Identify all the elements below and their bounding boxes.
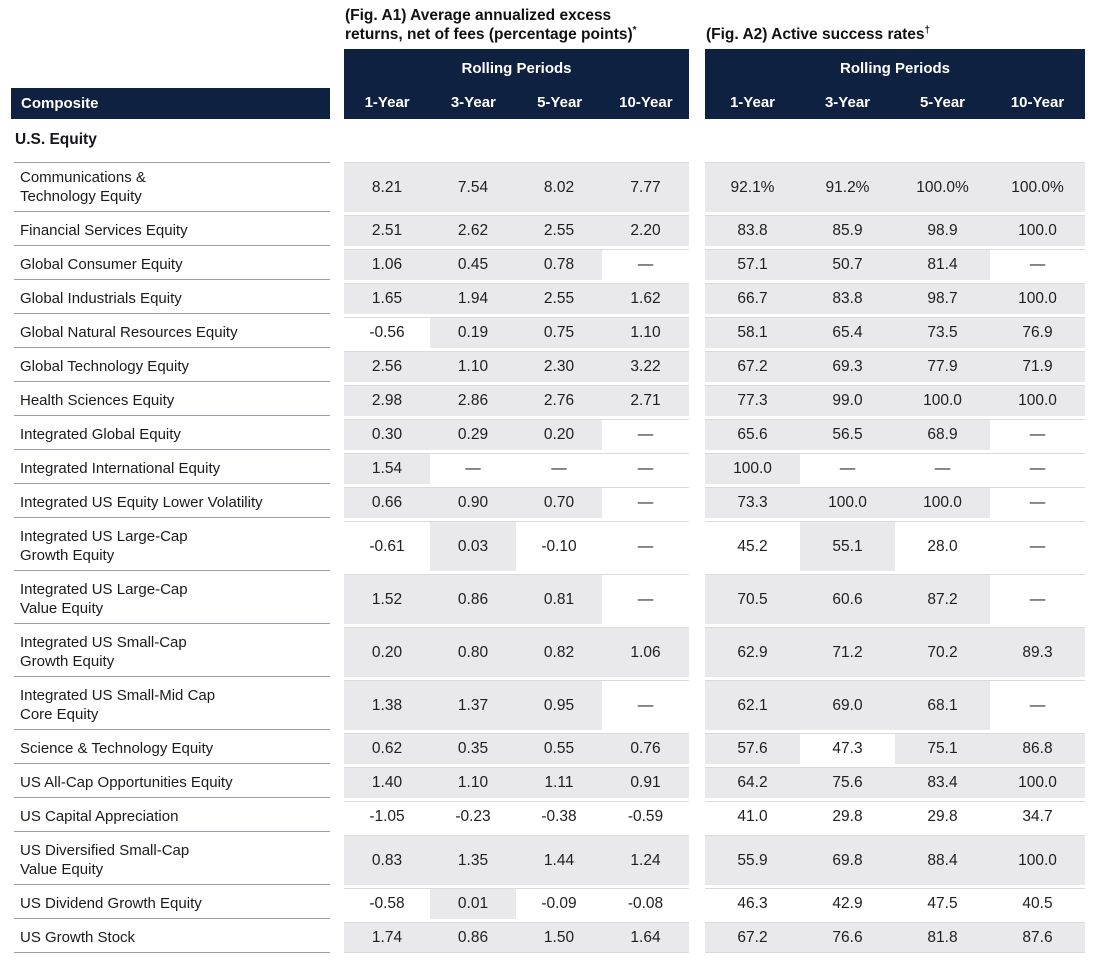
success-rate-cell: 100.0	[990, 283, 1085, 314]
success-rate-cell: 56.5	[800, 419, 895, 450]
success-rate-cell: 75.6	[800, 767, 895, 798]
success-rate-cell: —	[895, 453, 990, 484]
a1-col-header-10year: 10-Year	[619, 93, 673, 111]
success-rate-cell: 57.1	[705, 249, 800, 280]
excess-return-cell: 2.76	[516, 385, 602, 416]
success-rate-cell: —	[800, 453, 895, 484]
excess-return-cell: 1.62	[602, 283, 689, 314]
excess-return-cell: -0.38	[516, 801, 602, 832]
success-rate-cell: 70.2	[895, 627, 990, 677]
excess-return-cell: 1.40	[344, 767, 430, 798]
success-rate-cell: 57.6	[705, 733, 800, 764]
success-rate-cell: 29.8	[800, 801, 895, 832]
success-rate-cell: 83.8	[705, 215, 800, 246]
dagger-footnote-marker: †	[924, 24, 931, 36]
excess-return-cell: 0.20	[344, 627, 430, 677]
success-rate-cell: 50.7	[800, 249, 895, 280]
success-rate-cell: —	[990, 453, 1085, 484]
excess-return-cell: 0.70	[516, 487, 602, 518]
excess-return-cell: 0.82	[516, 627, 602, 677]
success-rate-cell: 81.8	[895, 922, 990, 953]
excess-return-cell: 0.20	[516, 419, 602, 450]
success-rate-cell: 69.3	[800, 351, 895, 382]
success-rate-cell: 55.1	[800, 521, 895, 571]
composite-column-header: Composite	[11, 88, 330, 119]
a1-rolling-periods-label: Rolling Periods	[461, 59, 572, 77]
row-label: Science & Technology Equity	[14, 733, 330, 764]
a2-column-headers	[705, 87, 1085, 117]
excess-return-cell: 2.71	[602, 385, 689, 416]
fig-a1-title-line2: returns, net of fees (percentage points)	[345, 26, 633, 43]
excess-return-cell: 0.95	[516, 680, 602, 730]
success-rate-cell: 83.8	[800, 283, 895, 314]
success-rate-cell: —	[990, 487, 1085, 518]
excess-return-cell: 0.30	[344, 419, 430, 450]
success-rate-cell: 98.9	[895, 215, 990, 246]
success-rate-cell: —	[990, 419, 1085, 450]
excess-return-cell: 1.24	[602, 835, 689, 885]
success-rate-cell: 98.7	[895, 283, 990, 314]
row-label: Communications & Technology Equity	[14, 162, 330, 212]
success-rate-cell: 81.4	[895, 249, 990, 280]
success-rate-cell: 70.5	[705, 574, 800, 624]
success-rate-cell: 87.2	[895, 574, 990, 624]
excess-return-cell: 1.06	[602, 627, 689, 677]
excess-return-cell: 2.98	[344, 385, 430, 416]
success-rate-cell: 92.1%	[705, 162, 800, 212]
excess-return-cell: 0.91	[602, 767, 689, 798]
success-rate-cell: —	[990, 249, 1085, 280]
success-rate-cell: 73.3	[705, 487, 800, 518]
row-label: Integrated US Large-Cap Growth Equity	[14, 521, 330, 571]
excess-return-cell: —	[602, 453, 689, 484]
excess-return-cell: 1.52	[344, 574, 430, 624]
a1-col-header-5year: 5-Year	[537, 93, 583, 111]
excess-return-cell: 8.02	[516, 162, 602, 212]
success-rate-cell: 100.0	[705, 453, 800, 484]
success-rate-cell: 40.5	[990, 888, 1085, 919]
excess-return-cell: -0.23	[430, 801, 516, 832]
excess-return-cell: —	[602, 249, 689, 280]
excess-return-cell: 2.56	[344, 351, 430, 382]
success-rate-cell: 29.8	[895, 801, 990, 832]
excess-return-cell: —	[602, 419, 689, 450]
success-rate-cell: 62.9	[705, 627, 800, 677]
excess-return-cell: 0.55	[516, 733, 602, 764]
success-rate-cell: 83.4	[895, 767, 990, 798]
success-rate-cell: 100.0	[800, 487, 895, 518]
success-rate-cell: 99.0	[800, 385, 895, 416]
excess-return-cell: 1.35	[430, 835, 516, 885]
a2-col-header-1year: 1-Year	[729, 93, 776, 111]
excess-return-cell: 0.86	[430, 574, 516, 624]
excess-return-cell: 0.90	[430, 487, 516, 518]
excess-return-cell: 0.03	[430, 521, 516, 571]
excess-return-cell: 0.75	[516, 317, 602, 348]
success-rate-cell: 69.0	[800, 680, 895, 730]
success-rate-cell: 66.7	[705, 283, 800, 314]
row-label: Global Natural Resources Equity	[14, 317, 330, 348]
success-rate-cell: 100.0	[990, 767, 1085, 798]
success-rate-cell: 67.2	[705, 351, 800, 382]
success-rate-cell: 89.3	[990, 627, 1085, 677]
row-label: Integrated US Large-Cap Value Equity	[14, 574, 330, 624]
excess-return-cell: 0.01	[430, 888, 516, 919]
success-rate-cell: 47.3	[800, 733, 895, 764]
section-header-us-equity: U.S. Equity	[15, 131, 97, 148]
data-grid	[14, 162, 1085, 953]
excess-return-cell: 0.66	[344, 487, 430, 518]
success-rate-cell: 77.9	[895, 351, 990, 382]
success-rate-cell: 62.1	[705, 680, 800, 730]
row-label: Global Consumer Equity	[14, 249, 330, 280]
success-rate-cell: 69.8	[800, 835, 895, 885]
excess-return-cell: 1.94	[430, 283, 516, 314]
row-label: US All-Cap Opportunities Equity	[14, 767, 330, 798]
excess-return-cell: 2.55	[516, 215, 602, 246]
success-rate-cell: 64.2	[705, 767, 800, 798]
row-label: Integrated International Equity	[14, 453, 330, 484]
excess-return-cell: 7.54	[430, 162, 516, 212]
excess-return-cell: 1.38	[344, 680, 430, 730]
excess-return-cell: 1.06	[344, 249, 430, 280]
asterisk-footnote-marker: *	[632, 24, 637, 36]
excess-return-cell: 1.11	[516, 767, 602, 798]
success-rate-cell: 100.0	[990, 385, 1085, 416]
excess-return-cell: 0.86	[430, 922, 516, 953]
excess-return-cell: 0.78	[516, 249, 602, 280]
success-rate-cell: 65.6	[705, 419, 800, 450]
success-rate-cell: 86.8	[990, 733, 1085, 764]
excess-return-cell: 1.10	[430, 767, 516, 798]
excess-return-cell: 2.55	[516, 283, 602, 314]
success-rate-cell: 45.2	[705, 521, 800, 571]
excess-return-cell: 0.80	[430, 627, 516, 677]
success-rate-cell: 88.4	[895, 835, 990, 885]
success-rate-cell: 77.3	[705, 385, 800, 416]
a1-col-header-1year: 1-Year	[364, 93, 410, 111]
success-rate-cell: 85.9	[800, 215, 895, 246]
success-rate-cell: 71.2	[800, 627, 895, 677]
success-rate-cell: 34.7	[990, 801, 1085, 832]
row-label: Health Sciences Equity	[14, 385, 330, 416]
excess-return-cell: 1.54	[344, 453, 430, 484]
success-rate-cell: 47.5	[895, 888, 990, 919]
row-label: Integrated US Small-Mid Cap Core Equity	[14, 680, 330, 730]
excess-return-cell: —	[516, 453, 602, 484]
success-rate-cell: 42.9	[800, 888, 895, 919]
success-rate-cell: 41.0	[705, 801, 800, 832]
a1-col-header-3year: 3-Year	[450, 93, 496, 111]
row-label: US Diversified Small-Cap Value Equity	[14, 835, 330, 885]
excess-return-cell: 3.22	[602, 351, 689, 382]
success-rate-cell: 65.4	[800, 317, 895, 348]
success-rate-cell: 28.0	[895, 521, 990, 571]
row-label: Global Technology Equity	[14, 351, 330, 382]
success-rate-cell: 100.0	[895, 487, 990, 518]
excess-return-cell: —	[430, 453, 516, 484]
row-label: Global Industrials Equity	[14, 283, 330, 314]
excess-return-cell: 0.29	[430, 419, 516, 450]
excess-return-cell: 2.51	[344, 215, 430, 246]
a2-rolling-periods-label: Rolling Periods	[839, 59, 950, 77]
row-label: US Dividend Growth Equity	[14, 888, 330, 919]
excess-return-cell: 2.62	[430, 215, 516, 246]
excess-return-cell: 1.65	[344, 283, 430, 314]
excess-return-cell: -0.59	[602, 801, 689, 832]
fig-a1-title	[345, 6, 715, 44]
success-rate-cell: 68.9	[895, 419, 990, 450]
excess-return-cell: -1.05	[344, 801, 430, 832]
excess-return-cell: 0.45	[430, 249, 516, 280]
a2-col-header-10year: 10-Year	[1010, 93, 1065, 111]
excess-return-cell: 0.81	[516, 574, 602, 624]
success-rate-cell: 87.6	[990, 922, 1085, 953]
success-rate-cell: 76.9	[990, 317, 1085, 348]
excess-return-cell: 0.35	[430, 733, 516, 764]
success-rate-cell: 67.2	[705, 922, 800, 953]
a1-header-band	[344, 49, 689, 119]
fig-a1-title-line1: (Fig. A1) Average annualized excess	[345, 7, 612, 24]
success-rate-cell: 100.0%	[990, 162, 1085, 212]
excess-return-cell: 0.19	[430, 317, 516, 348]
success-rate-cell: 46.3	[705, 888, 800, 919]
excess-return-cell: 1.10	[602, 317, 689, 348]
success-rate-cell: 68.1	[895, 680, 990, 730]
excess-return-cell: -0.61	[344, 521, 430, 571]
excess-return-cell: 0.83	[344, 835, 430, 885]
success-rate-cell: 73.5	[895, 317, 990, 348]
fig-a2-title-text: (Fig. A2) Active success rates	[706, 26, 925, 43]
success-rate-cell: 75.1	[895, 733, 990, 764]
excess-return-cell: 1.37	[430, 680, 516, 730]
excess-return-cell: 1.64	[602, 922, 689, 953]
row-label: Integrated US Equity Lower Volatility	[14, 487, 330, 518]
excess-return-cell: -0.56	[344, 317, 430, 348]
success-rate-cell: 100.0	[990, 215, 1085, 246]
a2-header-band	[705, 49, 1085, 119]
excess-return-cell: 7.77	[602, 162, 689, 212]
row-label: US Growth Stock	[14, 922, 330, 953]
row-label: Integrated Global Equity	[14, 419, 330, 450]
success-rate-cell: 55.9	[705, 835, 800, 885]
excess-return-cell: —	[602, 680, 689, 730]
excess-return-cell: -0.09	[516, 888, 602, 919]
excess-return-cell: 0.62	[344, 733, 430, 764]
excess-return-cell: 2.30	[516, 351, 602, 382]
success-rate-cell: —	[990, 521, 1085, 571]
excess-return-cell: 1.44	[516, 835, 602, 885]
a2-col-header-3year: 3-Year	[824, 93, 871, 111]
excess-return-cell: 8.21	[344, 162, 430, 212]
success-rate-cell: 100.0	[895, 385, 990, 416]
excess-return-cell: 1.50	[516, 922, 602, 953]
success-rate-cell: —	[990, 680, 1085, 730]
excess-return-cell: 1.74	[344, 922, 430, 953]
success-rate-cell: 91.2%	[800, 162, 895, 212]
fig-a2-title	[706, 25, 1086, 44]
excess-return-cell: 1.10	[430, 351, 516, 382]
success-rate-cell: 100.0	[990, 835, 1085, 885]
success-rate-cell: 60.6	[800, 574, 895, 624]
excess-return-cell: 2.20	[602, 215, 689, 246]
excess-return-cell: —	[602, 487, 689, 518]
a1-column-headers	[344, 87, 689, 117]
success-rate-cell: 100.0%	[895, 162, 990, 212]
excess-return-cell: -0.58	[344, 888, 430, 919]
success-rate-cell: 71.9	[990, 351, 1085, 382]
excess-return-cell: —	[602, 521, 689, 571]
success-rate-cell: —	[990, 574, 1085, 624]
a2-col-header-5year: 5-Year	[919, 93, 966, 111]
row-label: Integrated US Small-Cap Growth Equity	[14, 627, 330, 677]
row-label: Financial Services Equity	[14, 215, 330, 246]
success-rate-cell: 76.6	[800, 922, 895, 953]
success-rate-cell: 58.1	[705, 317, 800, 348]
excess-return-cell: -0.08	[602, 888, 689, 919]
excess-return-cell: 0.76	[602, 733, 689, 764]
excess-return-cell: -0.10	[516, 521, 602, 571]
excess-return-cell: —	[602, 574, 689, 624]
excess-return-cell: 2.86	[430, 385, 516, 416]
row-label: US Capital Appreciation	[14, 801, 330, 832]
